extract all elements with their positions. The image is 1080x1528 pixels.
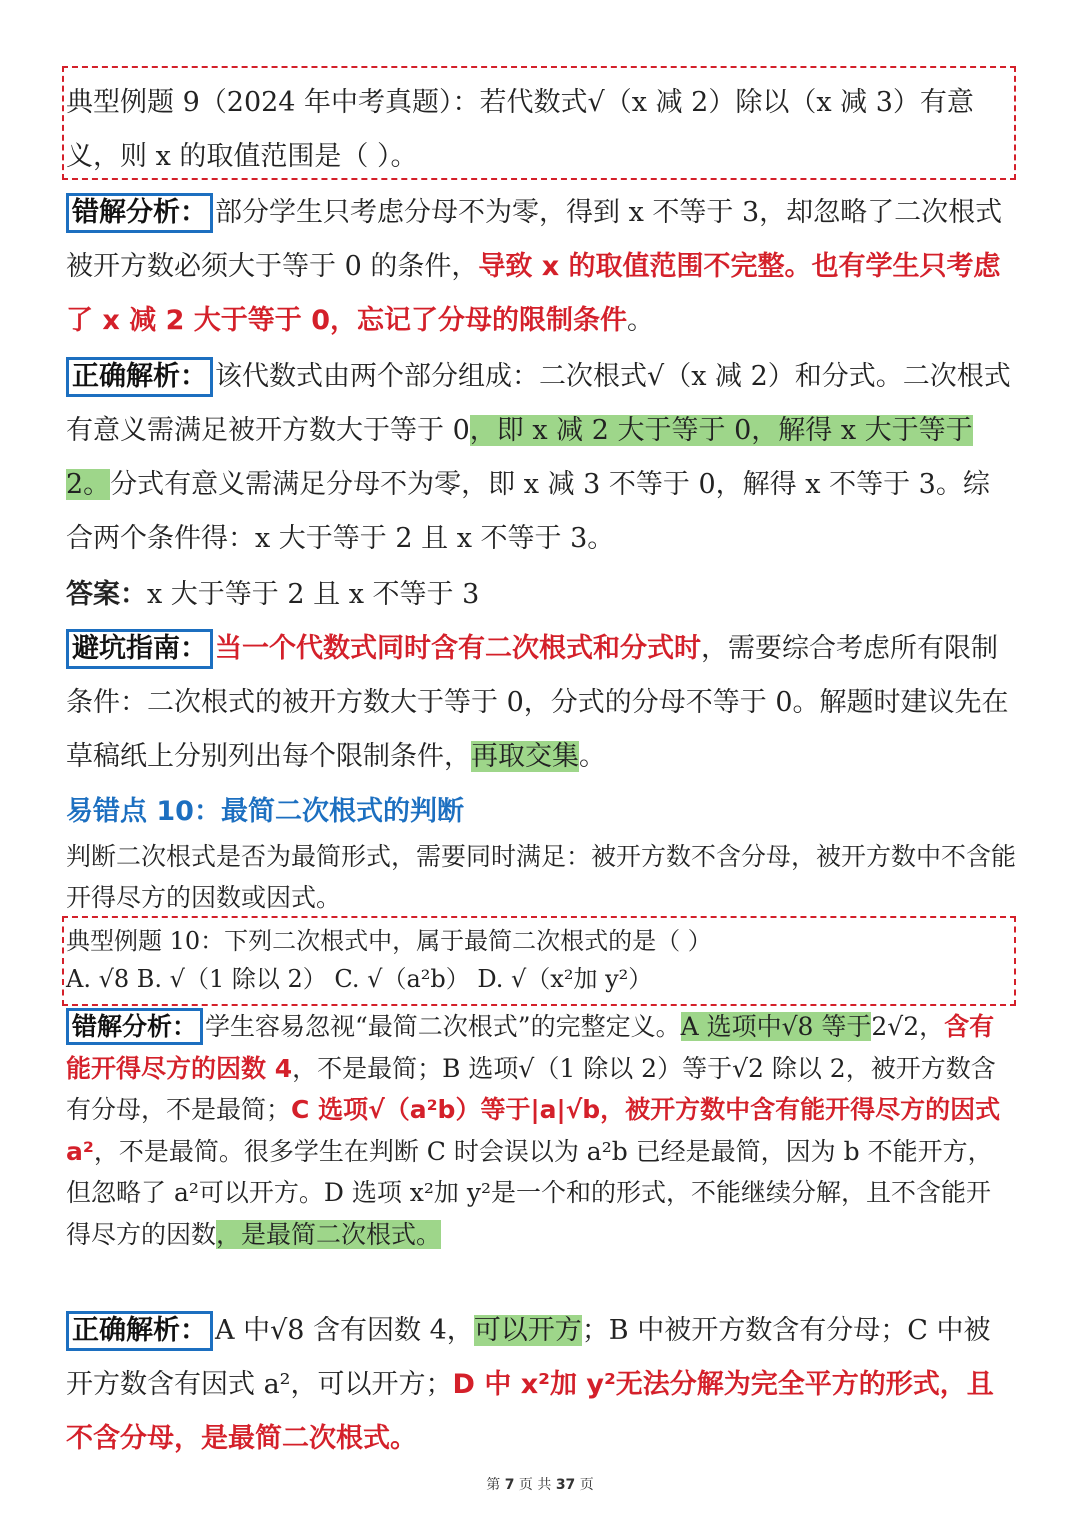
wrong-analysis-9 bbox=[66, 186, 1016, 348]
footer-page-number: 7 bbox=[504, 1477, 515, 1493]
guide9-text-2: ，需要综合考虑所有限制条件：二次根式的被开方数大于等于 0，分式的分母不等于 0。解题时建议先在草稿纸上分别列出每个限制条件， bbox=[66, 633, 1009, 772]
guide9-highlight: 再取交集 bbox=[471, 741, 579, 772]
pitfall-guide-9 bbox=[66, 622, 1016, 784]
example10-question bbox=[66, 922, 1016, 998]
footer-prefix: 第 bbox=[486, 1477, 501, 1493]
wrong10-red-2: C 选项√（a²b）等于|a|√b，被开方数中含有能开得尽方的因式 a² bbox=[66, 1095, 1001, 1166]
correct-analysis-9 bbox=[66, 350, 1016, 566]
correct9-text-1: 该代数式由两个部分组成：二次根式√（x 减 2）和分式。二次根式有意义需满足被开方数大于等于 0 bbox=[66, 361, 1011, 446]
wrong-analysis-label: 错解分析： bbox=[66, 193, 213, 233]
correct10-text-3: ；B 中被开方数含有分母；C 中被开方数含有因式 a²，可以开方； bbox=[66, 1315, 991, 1400]
wrong-analysis-label-10: 错解分析： bbox=[66, 1008, 203, 1045]
correct-analysis-10 bbox=[66, 1304, 1016, 1466]
example9-text: 典型例题 9（2024 年中考真题）：若代数式√（x 减 2）除以（x 减 3）有意义，则 x 的取值范围是（ ）。 bbox=[66, 87, 974, 172]
footer-suffix: 页 bbox=[579, 1477, 594, 1493]
wrong10-text-1: 学生容易忽视“最简二次根式”的完整定义。 bbox=[205, 1012, 681, 1041]
wrong9-text-3: 。 bbox=[627, 305, 654, 336]
section-heading-10: 易错点 10：最简二次根式的判断 bbox=[66, 796, 464, 827]
wrong10-text-3: 2√2， bbox=[871, 1012, 945, 1041]
correct10-red-text: D 中 x²加 y²无法分解为完全平方的形式，且不含分母，是最简二次根式。 bbox=[66, 1369, 994, 1454]
answer-text: x 大于等于 2 且 x 不等于 3 bbox=[147, 579, 480, 610]
wrong-analysis-10 bbox=[66, 1006, 1016, 1255]
example9-question bbox=[66, 76, 1016, 184]
correct-analysis-label-10: 正确解析： bbox=[66, 1311, 213, 1351]
answer-label: 答案： bbox=[66, 579, 147, 610]
wrong9-text-1: 部分学生只考虑分母不为零，得到 x 不等于 3，却忽略了二次根式被开方数必须大于等于 0 的条件， bbox=[66, 197, 1003, 282]
correct10-highlight: 可以开方 bbox=[473, 1315, 582, 1346]
footer-total-pages: 37 bbox=[555, 1477, 576, 1493]
wrong10-highlight-2: ，是最简二次根式。 bbox=[216, 1219, 442, 1249]
guide9-text-4: 。 bbox=[579, 741, 606, 772]
wrong9-red-text: 导致 x 的取值范围不完整。也有学生只考虑了 x 减 2 大于等于 0，忘记了分母的限制条件 bbox=[66, 251, 1001, 336]
example10-line-1: 典型例题 10：下列二次根式中，属于最简二次根式的是（ ） bbox=[66, 927, 712, 955]
correct9-highlight: ，即 x 减 2 大于等于 0，解得 x 大于等于 2。 bbox=[66, 415, 973, 500]
answer-9 bbox=[66, 568, 1016, 622]
wrong10-text-7: ，不是最简。很多学生在判断 C 时会误以为 a²b 已经是最简，因为 b 不能开方，但忽略了 a²可以开方。D 选项 x²加 y²是一个和的形式，不能继续分解，且不含能开得尽方的因数 bbox=[66, 1136, 993, 1249]
correct-analysis-label: 正确解析： bbox=[66, 357, 213, 397]
section-intro-10: 判断二次根式是否为最简形式，需要同时满足：被开方数不含分母，被开方数中不含能开得尽方的因数或因式。 bbox=[66, 842, 1017, 912]
correct9-text-3: 分式有意义需满足分母不为零，即 x 减 3 不等于 0，解得 x 不等于 3。综合两个条件得：x 大于等于 2 且 x 不等于 3。 bbox=[66, 469, 990, 554]
correct10-text-1: A 中√8 含有因数 4， bbox=[215, 1315, 474, 1346]
wrong10-highlight-1: A 选项中√8 等于 bbox=[680, 1012, 872, 1041]
footer-middle: 页 共 bbox=[518, 1477, 552, 1493]
wrong10-text-5: ，不是最简；B 选项√（1 除以 2）等于√2 除以 2，被开方数含有分母，不是最简； bbox=[66, 1053, 996, 1124]
example10-options: A. √8 B. √（1 除以 2） C. √（a²b） D. √（x²加 y²） bbox=[66, 965, 653, 993]
pitfall-guide-label: 避坑指南： bbox=[66, 629, 213, 669]
wrong10-red-1: 含有能开得尽方的因数 4 bbox=[66, 1012, 995, 1083]
page-footer bbox=[0, 1474, 1080, 1494]
guide9-red-text: 当一个代数式同时含有二次根式和分式时 bbox=[215, 633, 701, 664]
